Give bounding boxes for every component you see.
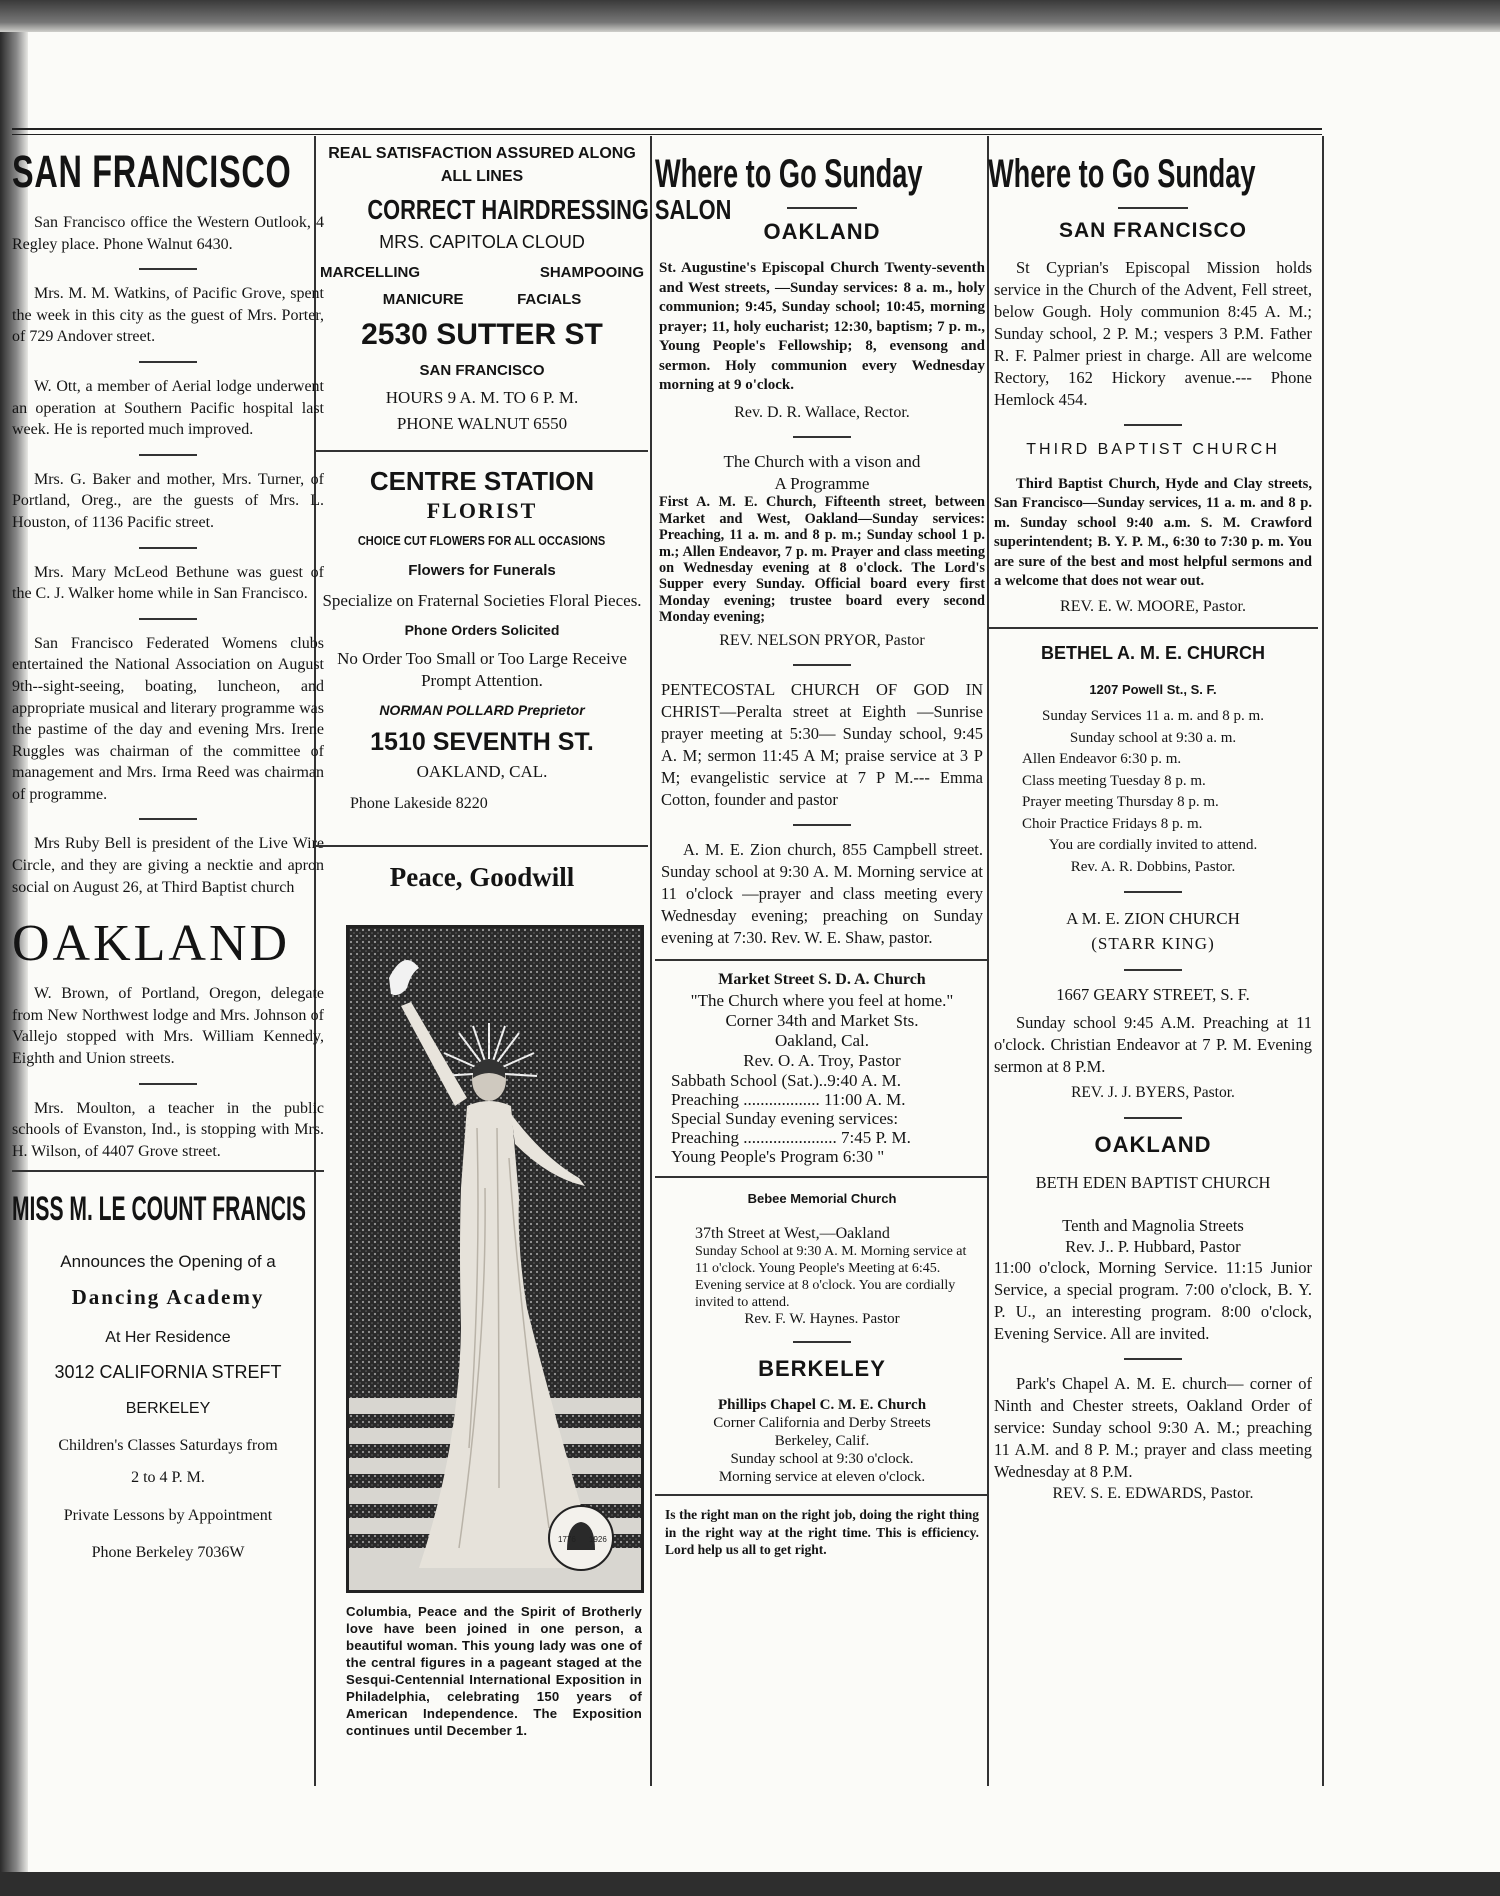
salon-name-wrap — [316, 194, 732, 226]
salon-address: 2530 SUTTER ST — [361, 317, 603, 351]
dance-ad-address: 3012 CALIFORNIA STREFT — [54, 1362, 282, 1383]
column-local-news — [12, 142, 324, 1564]
florist-orders: Phone Orders Solicited — [404, 621, 560, 638]
church-ame-zion: A. M. E. Zion church, 855 Campbell street. Sunday school at 9:30 A. M. Morning service at 11 o'clock —prayer and class meeting every Wednesday evening; preaching on Sunday evening at 7:30. Rev. W. E. Shaw, pastor. — [661, 840, 983, 948]
bethel-line: Choir Practice Fridays 8 p. m. — [1022, 815, 1203, 832]
divider — [1124, 1117, 1182, 1119]
florist-phone: Phone Lakeside 8220 — [350, 794, 488, 812]
bebee-pastor: Rev. F. W. Haynes. Pastor — [744, 1311, 900, 1328]
column-heading: Where to Go Sunday — [988, 152, 1256, 196]
florist-choice-wrap — [316, 532, 648, 550]
sda-corner: Corner 34th and Market Sts. — [725, 1010, 919, 1030]
florist-specialize: Specialize on Fraternal Societies Floral Pieces. — [322, 590, 642, 610]
divider — [139, 818, 197, 820]
bethel-line: You are cordially invited to attend. — [1048, 837, 1258, 854]
church-st-augustine: St. Augustine's Episcopal Church Twenty-seventh and West streets, —Sunday services: 8 a. m., holy communion; 9:45, Sunday school; 10:45, morning prayer; 11, holy eucharist; 12:30, baptism; 7 p. m., Young People's Fellowship; 8, evensong and sermon. Holy communion every Wednesday morning at 9 o'clock. — [659, 260, 985, 393]
columbia-figure-image — [349, 928, 641, 1590]
dance-ad-classes: Children's Classes Saturdays from — [58, 1437, 278, 1455]
ad-rule — [12, 1170, 324, 1172]
news-item: Mrs. Mary McLeod Bethune was guest of the C. J. Walker home while in San Francisco. — [12, 563, 324, 603]
divider — [787, 207, 857, 209]
section-berkeley: BERKELEY — [758, 1356, 886, 1382]
salon-name: CORRECT HAIRDRESSING SALON — [367, 194, 732, 225]
scan-bottom-edge — [0, 1872, 1500, 1896]
salon-owner: MRS. CAPITOLA CLOUD — [379, 232, 585, 252]
divider — [139, 268, 197, 270]
sda-schedule: Preaching ...................... 7:45 P. M. — [671, 1127, 911, 1147]
parks-chapel: Park's Chapel A. M. E. church— corner of Ninth and Chester streets, Oakland Order of service: Sunday school 9:30 A. M.; preaching 11 A.M. and 8 P. M.; prayer and class meeting Wednesday at 8 P.M. — [994, 1374, 1312, 1482]
dance-ad-announce: Announces the Opening of a — [60, 1252, 276, 1272]
divider — [793, 664, 851, 666]
divider — [1124, 891, 1182, 893]
bebee-title: Bebee Memorial Church — [747, 1190, 897, 1206]
florist-choice: CHOICE CUT FLOWERS FOR ALL OCCASIONS — [358, 533, 606, 549]
phillips-city: Berkeley, Calif. — [774, 1433, 870, 1450]
beth-eden-pastor: Rev. J.. P. Hubbard, Pastor — [1065, 1237, 1241, 1257]
salon-service: MANICURE — [382, 290, 464, 308]
third-baptist-title: THIRD BAPTIST CHURCH — [1026, 441, 1280, 458]
sda-schedule: Young People's Program 6:30 " — [671, 1146, 885, 1166]
divider — [793, 824, 851, 826]
zion-pastor: REV. J. J. BYERS, Pastor. — [1071, 1083, 1235, 1101]
illustration-caption-wrap — [346, 1603, 642, 1739]
column-where-to-go-oakland — [655, 142, 989, 1559]
ad-rule — [316, 845, 648, 847]
salon-services-row — [316, 264, 648, 281]
zion-address: 1667 GEARY STREET, S. F. — [1056, 985, 1250, 1005]
phillips-ms: Morning service at eleven o'clock. — [718, 1469, 926, 1486]
dance-ad-private: Private Lessons by Appointment — [63, 1506, 273, 1524]
divider — [139, 618, 197, 620]
salon-tagline-2: ALL LINES — [440, 168, 524, 185]
news-item: San Francisco office the Western Outlook, 4 Regley place. Phone Walnut 6430. — [12, 214, 324, 253]
masthead-rule-thin — [12, 134, 1322, 135]
salon-tagline: REAL SATISFACTION ASSURED ALONG — [328, 145, 636, 162]
phillips-corner: Corner California and Derby Streets — [713, 1415, 931, 1432]
news-item: W. Ott, a member of Aerial lodge underwent an operation at Southern Pacific hospital last week. He is reported much improved. — [12, 377, 324, 439]
divider — [793, 1341, 851, 1343]
dance-ad-title: MISS M. LE COUNT FRANCIS — [12, 1190, 306, 1229]
bethel-line: Allen Endeavor 6:30 p. m. — [1022, 751, 1182, 768]
ad-rule — [988, 627, 1318, 629]
illustration-caption: Columbia, Peace and the Spirit of Brotherly love have been joined in one person, a beautiful woman. This young lady was one of the central figures in a pageant staged at the Sesqui-Centennial International Exposition in Philadelphia, celebrating 150 years of American Independence. The Exposition continues until December 1. — [346, 1604, 642, 1738]
bethel-line: Class meeting Tuesday 8 p. m. — [1022, 772, 1206, 789]
sda-schedule: Sabbath School (Sat.)..9:40 A. M. — [671, 1070, 901, 1090]
news-item: Mrs. M. M. Watkins, of Pacific Grove, spent the week in this city as the guest of Mrs. Porter, of 729 Andover street. — [12, 285, 324, 346]
column-where-to-go-sf — [988, 142, 1318, 1505]
divider — [1124, 969, 1182, 971]
divider — [139, 547, 197, 549]
parks-pastor: REV. S. E. EDWARDS, Pastor. — [1052, 1485, 1254, 1503]
salon-service: SHAMPOOING — [539, 263, 644, 281]
dance-ad-academy: Dancing Academy — [71, 1285, 265, 1309]
church-pastor: REV. NELSON PRYOR, Pastor — [719, 631, 925, 649]
dance-ad-phone: Phone Berkeley 7036W — [91, 1544, 245, 1562]
zion-title: A M. E. ZION CHURCH — [1066, 909, 1240, 929]
divider — [139, 1083, 197, 1085]
bebee-body: Sunday School at 9:30 A. M. Morning service at 11 o'clock. Young People's Meeting at 6:45. Evening service at 8 o'clock. You are cordially invited to attend. — [695, 1244, 967, 1311]
sda-motto: "The Church where you feel at home." — [690, 990, 954, 1010]
salon-service: FACIALS — [517, 290, 582, 308]
divider — [139, 454, 197, 456]
ame-title-2: A Programme — [774, 473, 870, 493]
news-item: Mrs Ruby Bell is president of the Live Wire Circle, and they are giving a necktie and apron social on August 26, at Third Baptist church — [12, 835, 324, 896]
florist-name: CENTRE STATION — [369, 466, 595, 497]
beth-eden-title: BETH EDEN BAPTIST CHURCH — [1035, 1172, 1271, 1192]
bethel-line: Sunday Services 11 a. m. and 8 p. m. — [1042, 708, 1264, 725]
divider — [139, 361, 197, 363]
news-item: San Francisco Federated Womens clubs entertained the National Association on August 9th--sight-seeing, boating, luncheon, and appropriate musical and literary programme was the pastime of the day and evening Mrs. Irene Ruggles was chairman of the committee of management and Mrs. Irma Reed was chairman of programme. — [12, 634, 324, 803]
salon-services-row — [316, 281, 648, 308]
beth-eden-address: Tenth and Magnolia Streets — [1062, 1216, 1244, 1236]
beth-eden-body: 11:00 o'clock, Morning Service. 11:15 Junior Service, a special program. 7:00 o'clock, B. Y. P. U., an interesting program. 8:00 o'clock, Evening Service. All are invited. — [994, 1258, 1312, 1344]
ame-title: The Church with a vison and — [723, 452, 921, 472]
florist-funerals: Flowers for Funerals — [408, 562, 556, 580]
third-baptist-pastor: REV. E. W. MOORE, Pastor. — [1060, 597, 1246, 615]
church-pentecostal: PENTECOSTAL CHURCH OF GOD IN CHRIST—Peralta street at Eighth —Sunrise prayer meeting at 5:30— Sunday school, 9:45 A. M; sermon 11:45 A M; praise service at 3 P M; evangelistic service at 7 P M.--- Emma Cotton, founder and pastor — [661, 680, 983, 810]
right-man-note: Is the right man on the right job, doing the right thing in the right way at the right time. This is efficiency. Lord help us all to get right. — [665, 1507, 979, 1558]
peace-title: Peace, Goodwill — [389, 862, 575, 892]
bebee-address: 37th Street at West,—Oakland — [695, 1225, 890, 1243]
bethel-pastor: Rev. A. R. Dobbins, Pastor. — [1070, 858, 1236, 875]
sda-title: Market Street S. D. A. Church — [718, 971, 926, 989]
divider — [1124, 424, 1182, 426]
third-baptist-body: Third Baptist Church, Hyde and Clay streets, San Francisco—Sunday services, 11 a. m. and 8 p. m. Sunday school 9:40 a.m. S. M. Crawford superintendent; B. Y. P. M., 6:30 to 7:30 p. m. You are sure of the best and most helpful sermons and a welcome that does not wear out. — [994, 475, 1312, 590]
florist-city: OAKLAND, CAL. — [416, 762, 548, 782]
sf-heading: SAN FRANCISCO — [12, 146, 292, 197]
ad-rule — [655, 959, 989, 961]
zion-body: Sunday school 9:45 A.M. Preaching at 11 o'clock. Christian Endeavor at 7 P. M. Evening sermon at 8 P.M. — [994, 1012, 1312, 1076]
phillips-ss: Sunday school at 9:30 o'clock. — [730, 1451, 914, 1468]
bethel-line: Sunday school at 9:30 a. m. — [1069, 729, 1237, 746]
church-rector: Rev. D. R. Wallace, Rector. — [734, 403, 910, 421]
column-divider — [1322, 136, 1324, 1786]
salon-hours: HOURS 9 A. M. TO 6 P. M. — [385, 388, 579, 408]
sda-pastor: Rev. O. A. Troy, Pastor — [743, 1050, 901, 1070]
ad-rule — [655, 1494, 989, 1496]
bethel-title: BETHEL A. M. E. CHURCH — [1040, 643, 1265, 664]
salon-city: SAN FRANCISCO — [419, 361, 545, 379]
divider — [1124, 1358, 1182, 1360]
florist-proprietor: NORMAN POLLARD Preprietor — [379, 701, 585, 718]
news-item: W. Brown, of Portland, Oregon, delegate from New Northwest lodge and Mrs. Johnson of Vallejo stopped with Mrs. William Kennedy, Eighth and Union streets. — [12, 985, 324, 1068]
florist-no-order: No Order Too Small or Too Large Receive Prompt Attention. — [337, 648, 627, 690]
news-item: Mrs. Moulton, a teacher in the public schools of Evanston, Ind., is stopping with Mrs. H. Wilson, of 4407 Grove street. — [12, 1099, 324, 1160]
columbia-illustration — [346, 925, 644, 1593]
sda-schedule: Special Sunday evening services: — [671, 1108, 899, 1128]
column-divider — [650, 136, 652, 1786]
dance-ad-classes-time: 2 to 4 P. M. — [131, 1468, 205, 1486]
section-oakland: OAKLAND — [1094, 1131, 1212, 1157]
sda-schedule: Preaching .................. 11:00 A. M. — [671, 1089, 906, 1109]
church-first-ame: First A. M. E. Church, Fifteenth street, between Market and West, Oakland—Sunday services: Preaching, 11 a. m. and 8 p. m.; Sunday school 1 p. m.; Allen Endeavor, 7 p. m. Prayer and class meeting on Wednesday evening at 8 o'clock. The Lord's Supper every Sunday. Official board every first Monday evening; trustee board every second Monday evening; — [659, 494, 985, 626]
dance-ad-residence: At Her Residence — [105, 1328, 231, 1346]
column-heading: Where to Go Sunday — [655, 152, 923, 196]
salon-phone: PHONE WALNUT 6550 — [396, 413, 568, 433]
ad-rule — [655, 1176, 989, 1178]
bethel-address: 1207 Powell St., S. F. — [1089, 681, 1217, 697]
zion-title-2: (STARR KING) — [1091, 934, 1215, 954]
masthead-rule — [12, 128, 1322, 130]
church-st-cyprian: St Cyprian's Episcopal Mission holds service in the Church of the Advent, Fell street, below Gough. Holy communion 8:45 A. M.; Sunday school, 2 P. M.; vespers 3 P.M. Father R. F. Palmer priest in charge. All are welcome Rectory, 162 Hickory avenue.--- Phone Hemlock 454. — [994, 258, 1312, 409]
divider — [793, 436, 851, 438]
bell-year-right: 1926 — [589, 1535, 607, 1544]
oakland-heading: OAKLAND — [12, 915, 291, 973]
florist-address: 1510 SEVENTH ST. — [370, 728, 594, 757]
salon-service: MARCELLING — [320, 263, 420, 281]
column-ads — [316, 142, 732, 814]
florist-name-2: FLORIST — [426, 498, 538, 524]
bethel-line: Prayer meeting Thursday 8 p. m. — [1022, 794, 1219, 811]
phillips-title: Phillips Chapel C. M. E. Church — [717, 1397, 927, 1414]
news-item: Mrs. G. Baker and mother, Mrs. Turner, of Portland, Oreg., are the guests of Mrs. L. Houston, of 1136 Pacific street. — [12, 470, 324, 531]
scan-top-edge — [0, 0, 1500, 32]
dance-ad-city: BERKELEY — [125, 1399, 211, 1417]
ad-rule — [316, 450, 648, 452]
divider — [1118, 207, 1188, 209]
sda-city: Oakland, Cal. — [775, 1030, 869, 1050]
section-oakland: OAKLAND — [763, 219, 881, 244]
bell-year-left: 1776 — [558, 1535, 576, 1544]
section-san-francisco: SAN FRANCISCO — [1058, 219, 1247, 242]
